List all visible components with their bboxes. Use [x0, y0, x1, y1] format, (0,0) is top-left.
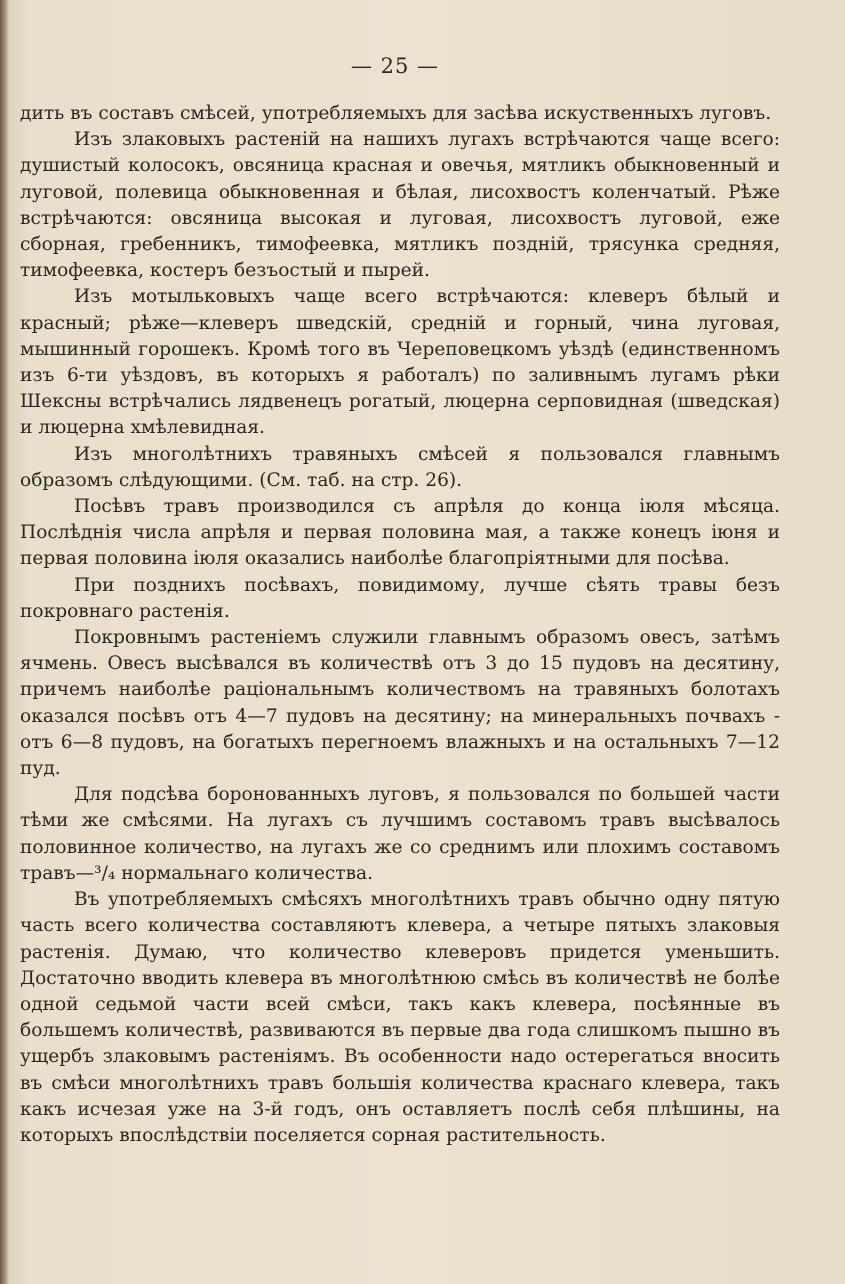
body-text [20, 101, 780, 1149]
paragraph-8: Для подсѣва боронованныхъ луговъ, я пользовался по большей части тѣми же смѣсями. На лугахъ съ лучшимъ составомъ травъ высѣвалось половинное количество, на лугахъ же со среднимъ или плохимъ составомъ травъ—³/₄ нормальнаго количества. [20, 784, 780, 884]
paragraph-7: Покровнымъ растеніемъ служили главнымъ образомъ овесъ, затѣмъ ячмень. Овесъ высѣвался въ количествѣ отъ 3 до 15 пудовъ на десятину, причемъ наиболѣе раціональнымъ количествомъ на травяныхъ болотахъ оказался посѣвъ отъ 4—7 пудовъ на десятину; на минеральныхъ почвахъ - отъ 6—8 пудовъ, на богатыхъ перегноемъ влажныхъ и на остальныхъ 7—12 пуд. [20, 627, 780, 780]
paragraph-3: Изъ мотыльковыхъ чаще всего встрѣчаются: клеверъ бѣлый и красный; рѣже—клеверъ шведскій, средній и горный, чина луговая, мышинный горошекъ. Кромѣ того въ Череповецкомъ уѣздѣ (единственномъ изъ 6-ти уѣздовъ, въ которыхъ я работалъ) по заливнымъ лугамъ рѣки Шексны встрѣчались лядвенецъ рогатый, люцерна серповидная (шведская) и люцерна хмѣлевидная. [20, 286, 780, 439]
paragraph-2: Изъ злаковыхъ растеній на нашихъ лугахъ встрѣчаются чаще всего: душистый колосокъ, овсяница красная и овечья, мятликъ обыкновенный и луговой, полевица обыкновенная и бѣлая, лисохвостъ коленчатый. Рѣже встрѣчаются: овсяница высокая и луговая, лисохвостъ луговой, еже сборная, гребенникъ, тимофеевка, мятликъ поздній, трясунка средняя, тимофеевка, костеръ безъостый и пырей. [20, 129, 780, 282]
paragraph-1: дить въ составъ смѣсей, употребляемыхъ для засѣва искуственныхъ луговъ. [20, 103, 772, 124]
paragraph-9: Въ употребляемыхъ смѣсяхъ многолѣтнихъ травъ обычно одну пятую часть всего количества составляютъ клевера, а четыре пятыхъ злаковыя растенія. Думаю, что количество клеверовъ придется уменьшить. Достаточно вводить клевера въ многолѣтнюю смѣсь въ количествѣ не болѣе одной седьмой части всей смѣси, такъ какъ клевера, посѣянные въ большемъ количествѣ, развиваются въ первые два года слишкомъ пышно въ ущербъ злаковымъ растеніямъ. Въ особенности надо остерегаться вносить въ смѣси многолѣтнихъ травъ большія количества краснаго клевера, такъ какъ исчезая уже на 3-й годъ, онъ оставляетъ послѣ себя плѣшины, на которыхъ впослѣдствіи поселяется сорная растительность. [20, 889, 780, 1146]
paragraph-5: Посѣвъ травъ производился съ апрѣля до конца іюля мѣсяца. Послѣднія числа апрѣля и первая половина мая, а также конецъ іюня и первая половина іюля оказались наиболѣе благопріятными для посѣва. [20, 496, 780, 570]
page-number: — 25 — [350, 54, 440, 78]
page-binding-edge [0, 0, 9, 1284]
paragraph-4: Изъ многолѣтнихъ травяныхъ смѣсей я пользовался главнымъ образомъ слѣдующими. (См. таб. на стр. 26). [20, 443, 780, 491]
paragraph-6: При позднихъ посѣвахъ, повидимому, лучше сѣять травы безъ покровнаго растенія. [20, 574, 780, 622]
